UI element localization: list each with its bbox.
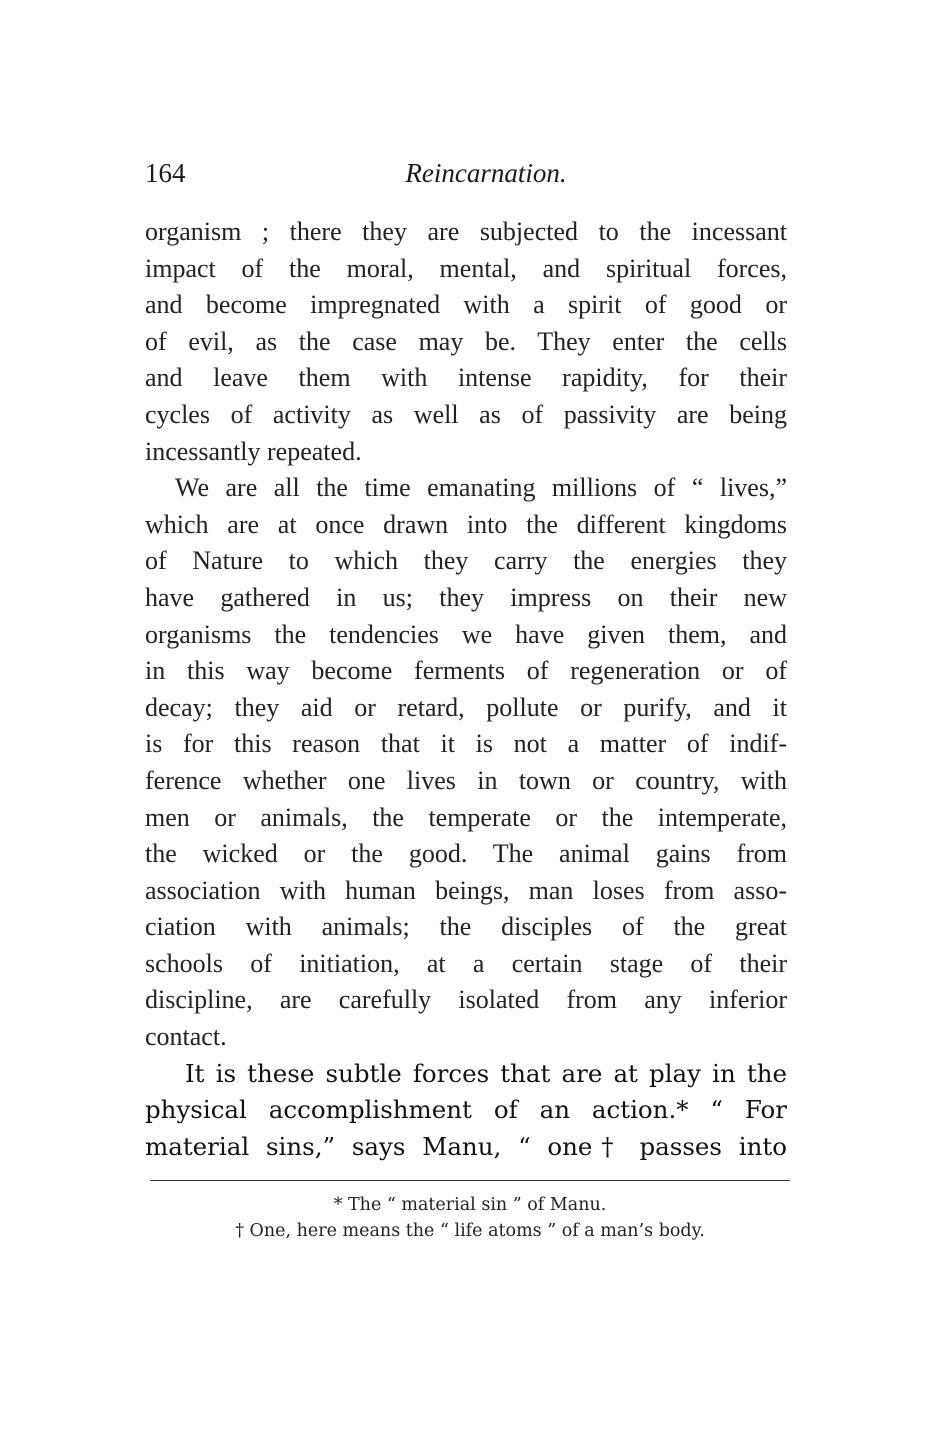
running-title: Reincarnation. (405, 158, 567, 188)
text-line: organisms the tendencies we have given them, and (145, 619, 787, 649)
text-line: organism ; there they are subjected to the incessant (145, 217, 787, 246)
text-line: is for this reason that it is not a matter of indif- (145, 729, 787, 759)
text-line: material sins,” says Manu, “ one† passes into (145, 1131, 787, 1161)
footnotes (150, 1192, 790, 1244)
footnote-dagger: † One, here means the “ life atoms ” of a man’s body. (235, 1221, 705, 1241)
text-line: discipline, are carefully isolated from any inferior (145, 985, 787, 1015)
footnote-divider (150, 1180, 790, 1181)
body-text (145, 214, 787, 1165)
paragraph-start-line: We are all the time emanating millions of “ lives,” (175, 473, 787, 503)
text-line: of Nature to which they carry the energies they (145, 546, 787, 576)
text-line: ciation with animals; the disciples of the great (145, 912, 787, 942)
text-line: incessantly repeated. (145, 436, 362, 466)
page-header (145, 158, 787, 194)
page-number: 164 (145, 158, 186, 188)
text-line: physical accomplishment of an action.* “ For (145, 1095, 787, 1125)
footnote-asterisk: * The “ material sin ” of Manu. (333, 1195, 607, 1215)
text-line: have gathered in us; they impress on their new (145, 582, 787, 612)
text-line: cycles of activity as well as of passivity are being (145, 399, 787, 429)
text-line: in this way become ferments of regeneration or of (145, 656, 787, 686)
text-line: and leave them with intense rapidity, for their (145, 363, 787, 393)
text-line: impact of the moral, mental, and spiritual forces, (145, 253, 787, 283)
text-line: which are at once drawn into the different kingdoms (145, 509, 787, 539)
text-line: association with human beings, man loses from asso- (145, 875, 787, 905)
text-line: of evil, as the case may be. They enter the cells (145, 326, 787, 356)
text-line: decay; they aid or retard, pollute or purify, and it (145, 692, 787, 722)
text-line: and become impregnated with a spirit of good or (145, 290, 787, 320)
paragraph-start-line: It is these subtle forces that are at play in the (185, 1058, 787, 1088)
text-line: contact. (145, 1022, 227, 1052)
text-line: the wicked or the good. The animal gains from (145, 839, 787, 869)
text-line: schools of initiation, at a certain stage of their (145, 948, 787, 978)
text-line: ference whether one lives in town or country, with (145, 765, 787, 795)
text-line: men or animals, the temperate or the intemperate, (145, 802, 787, 832)
